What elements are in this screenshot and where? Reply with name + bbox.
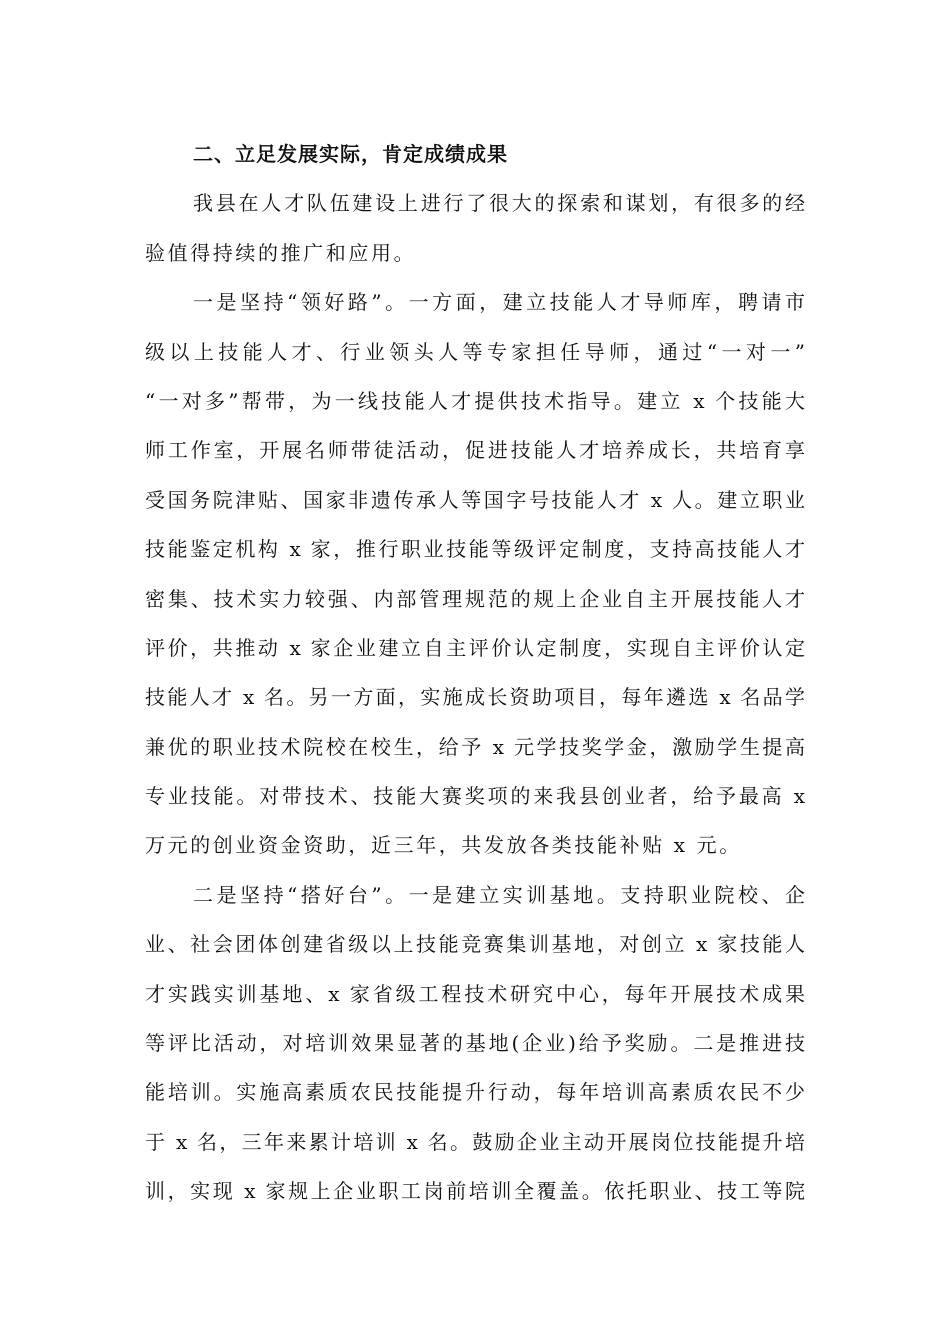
text-line: 验值得持续的推广和应用。 [145,240,417,265]
text-line: 技能鉴定机构 x 家，推行职业技能等级评定制度，支持高技能人才 [145,537,806,562]
text-line: 级以上技能人才、行业领头人等专家担任导师，通过“一对一” [145,339,806,364]
text-line: 受国务院津贴、国家非遗传承人等国字号技能人才 x 人。建立职业 [145,487,806,512]
text-line: 师工作室，开展名师带徒活动，促进技能人才培养成长，共培育享 [145,438,806,463]
text-line: 兼优的职业技术院校在校生，给予 x 元学技奖学金，激励学生提高 [145,734,806,759]
paragraph-intro [145,179,806,278]
paragraph-build-platform [145,871,806,1217]
text-line: 专业技能。对带技术、技能大赛奖项的来我县创业者，给予最高 x [145,784,806,809]
text-line: 万元的创业资金资助，近三年，共发放各类技能补贴 x 元。 [145,833,742,858]
text-line: 等评比活动，对培训效果显著的基地(企业)给予奖励。二是推进技 [145,1031,806,1056]
text-line: 一是坚持“领好路”。一方面，建立技能人才导师库，聘请市 [193,290,806,315]
text-line: 于 x 名，三年来累计培训 x 名。鼓励企业主动开展岗位技能提升培 [145,1129,806,1154]
text-line: 我县在人才队伍建设上进行了很大的探索和谋划，有很多的经 [193,191,806,216]
text-line: 密集、技术实力较强、内部管理规范的规上企业自主开展技能人才 [145,586,806,611]
text-line: 训，实现 x 家规上企业职工岗前培训全覆盖。依托职业、技工等院 [145,1179,806,1204]
text-line: 业、社会团体创建省级以上技能竞赛集训基地，对创立 x 家技能人 [145,932,806,957]
text-line: 技能人才 x 名。另一方面，实施成长资助项目，每年遴选 x 名品学 [145,685,806,710]
text-line: 二是坚持“搭好台”。一是建立实训基地。支持职业院校、企 [193,882,806,907]
text-line: “一对多”帮带，为一线技能人才提供技术指导。建立 x 个技能大 [145,388,806,413]
section-heading: 二、立足发展实际，肯定成绩成果 [193,142,508,166]
paragraph-lead-the-way [145,278,806,871]
document-page [145,130,806,1217]
text-line: 才实践实训基地、x 家省级工程技术研究中心，每年开展技术成果 [145,981,806,1006]
text-line: 能培训。实施高素质农民技能提升行动，每年培训高素质农民不少 [145,1080,806,1105]
text-line: 评价，共推动 x 家企业建立自主评价认定制度，实现自主评价认定 [145,635,806,660]
